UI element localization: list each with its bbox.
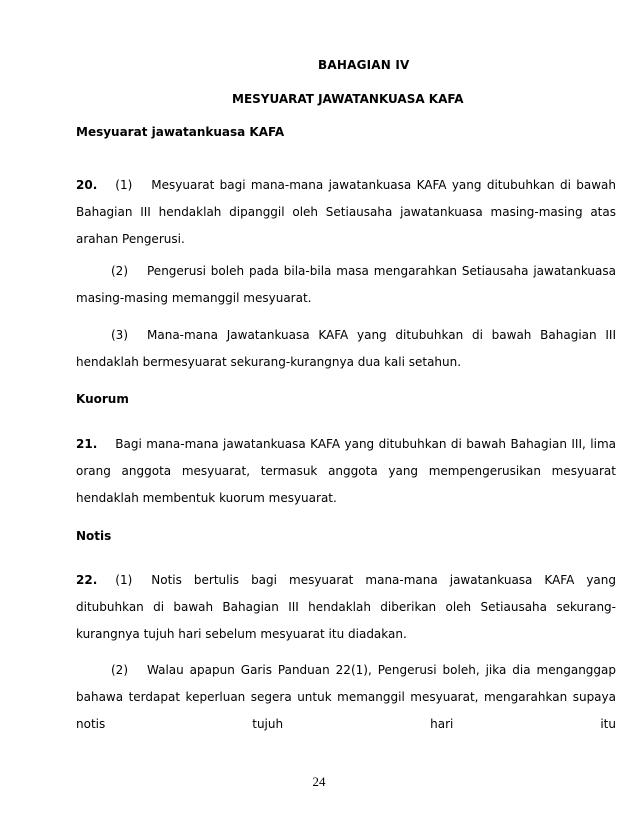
subsection-number: (1) bbox=[115, 573, 133, 587]
paragraph-21 bbox=[76, 431, 616, 512]
paragraph-text: Mana-mana Jawatankuasa KAFA yang ditubuhkan di bawah Bahagian III hendaklah bermesyuarat sekurang-kurangnya dua kali setahun. bbox=[76, 328, 616, 369]
section-heading-notice: Notis bbox=[76, 529, 112, 543]
section-number-22: 22. bbox=[76, 573, 98, 587]
paragraph-text: Mesyuarat bagi mana-mana jawatankuasa KAFA yang ditubuhkan di bawah Bahagian III hendaklah dipanggil oleh Setiausaha jawatankuasa masing-masing atas arahan Pengerusi. bbox=[76, 178, 616, 246]
section-number-21: 21. bbox=[76, 437, 98, 451]
section-number-20: 20. bbox=[76, 178, 98, 192]
paragraph-text: Walau apapun Garis Panduan 22(1), Pengerusi boleh, jika dia menganggap bahawa terdapat keperluan segera untuk memanggil mesyuarat, mengarahkan supaya notis tujuh hari itu bbox=[76, 663, 616, 731]
paragraph-20-1 bbox=[76, 172, 616, 253]
subsection-number: (1) bbox=[115, 178, 133, 192]
paragraph-20-2 bbox=[76, 258, 616, 312]
paragraph-text: Bagi mana-mana jawatankuasa KAFA yang ditubuhkan di bawah Bahagian III, lima orang anggota mesyuarat, termasuk anggota yang mempengerusikan mesyuarat hendaklah membentuk kuorum mesyuarat. bbox=[76, 437, 616, 505]
paragraph-20-3 bbox=[76, 322, 616, 376]
page-number: 24 bbox=[312, 774, 326, 789]
paragraph-22-1 bbox=[76, 567, 616, 648]
subsection-number: (2) bbox=[111, 663, 128, 677]
part-title: BAHAGIAN IV bbox=[318, 58, 410, 72]
paragraph-text: Pengerusi boleh pada bila-bila masa mengarahkan Setiausaha jawatankuasa masing-masing memanggil mesyuarat. bbox=[76, 264, 616, 305]
subsection-number: (3) bbox=[111, 328, 128, 342]
paragraph-22-2 bbox=[76, 657, 616, 738]
subsection-number: (2) bbox=[111, 264, 128, 278]
section-heading-meeting: Mesyuarat jawatankuasa KAFA bbox=[76, 125, 285, 139]
paragraph-text: Notis bertulis bagi mesyuarat mana-mana jawatankuasa KAFA yang ditubuhkan di bawah Bahagian III hendaklah diberikan oleh Setiausaha sekurang-kurangnya tujuh hari sebelum mesyuarat itu diadakan. bbox=[76, 573, 616, 641]
section-heading-quorum: Kuorum bbox=[76, 392, 129, 406]
chapter-title: MESYUARAT JAWATANKUASA KAFA bbox=[232, 92, 464, 106]
